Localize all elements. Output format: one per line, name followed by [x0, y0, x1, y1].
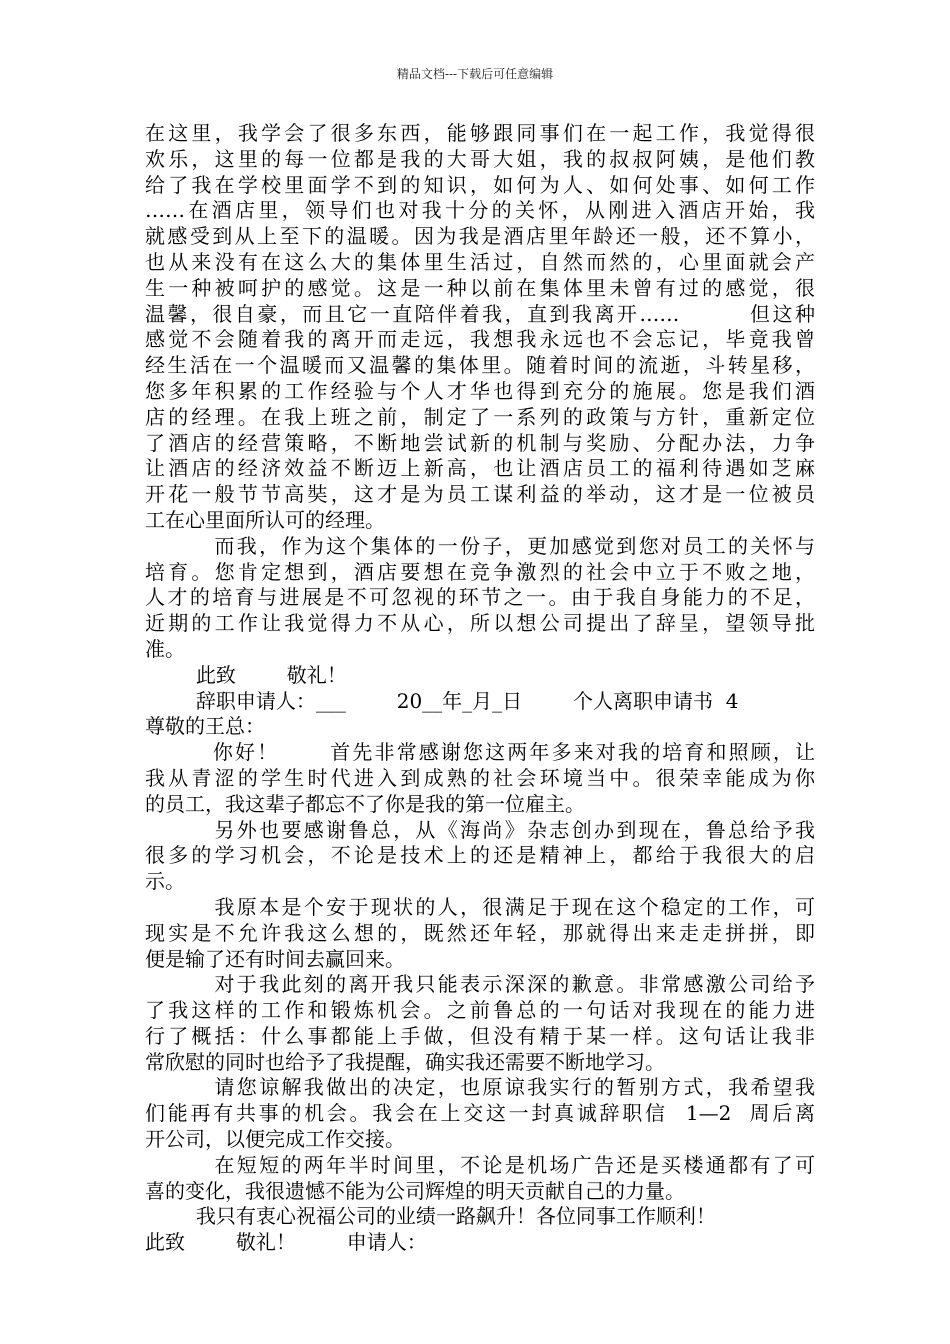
- text-line: 给了我在学校里面学不到的知识，如何为人、如何处事、如何工作: [145, 172, 815, 197]
- text-line: 经生活在一个温暖而又温馨的集体里。随着时间的流逝，斗转星移，: [145, 353, 815, 378]
- text-line: 培育。您肯定想到，酒店要想在竞争激烈的社会中立于不败之地，: [145, 559, 815, 584]
- text-line: 我原本是个安于现状的人，很满足于现在这个稳定的工作，可: [145, 894, 815, 919]
- text-line: 另外也要感谢鲁总，从《海尚》杂志创办到现在，鲁总给予我: [145, 817, 815, 842]
- text-line: 准。: [145, 636, 185, 661]
- page-header: 精品文档---下载后可任意编辑: [396, 67, 554, 81]
- text-line: 对于我此刻的离开我只能表示深深的歉意。非常感激公司给予: [145, 972, 815, 997]
- text-line: 便是输了还有时间去赢回来。: [145, 946, 405, 971]
- text-line: 们能再有共事的机会。我会在上交这一封真诚辞职信 1—2 周后离: [145, 1101, 815, 1126]
- text-line: 了酒店的经营策略，不断地尝试新的机制与奖励、分配办法，力争: [145, 430, 815, 455]
- text-line: 开公司，以便完成工作交接。: [145, 1127, 405, 1152]
- text-line: 店的经理。在我上班之前，制定了一系列的政策与方针，重新定位: [145, 404, 815, 429]
- text-line: 在短短的两年半时间里，不论是机场广告还是买楼通都有了可: [145, 1152, 815, 1177]
- text-line: 很多的学习机会，不论是技术上的还是精神上，都给于我很大的启: [145, 843, 815, 868]
- text-line: 请您谅解我做出的决定，也原谅我实行的暂别方式，我希望我: [145, 1075, 815, 1100]
- text-line: 生一种被呵护的感觉。这是一种以前在集体里未曾有过的感觉，很: [145, 275, 815, 300]
- document-body: [145, 121, 815, 1256]
- text-line: 人才的培育与进展是不可忽视的环节之一。由于我自身能力的不足，: [145, 585, 815, 610]
- text-line: 感觉不会随着我的离开而走远，我想我永远也不会忘记，毕竟我曾: [145, 327, 815, 352]
- text-line: 尊敬的王总：: [145, 714, 265, 739]
- text-line: 温馨，很自豪，而且它一直陪伴着我，直到我离开…… 但这种: [145, 301, 815, 326]
- text-line: 也从来没有在这么大的集体里生活过，自然而然的，心里面就会产: [145, 249, 815, 274]
- text-line: 常欣慰的同时也给予了我提醒，确实我还需要不断地学习。: [145, 1049, 665, 1074]
- text-line: 开花一般节节高奘，这才是为员工谋利益的举动，这才是一位被员: [145, 482, 815, 507]
- text-line: 工在心里面所认可的经理。: [145, 507, 385, 532]
- text-line: 此致 敬礼！: [145, 662, 347, 687]
- text-line: 我只有衷心祝福公司的业绩一路飙升！各位同事工作顺利！: [145, 1204, 716, 1229]
- text-line: 您多年积累的工作经验与个人才华也得到充分的施展。您是我们酒: [145, 378, 815, 403]
- text-line: 的员工，我这辈子都忘不了你是我的第一位雇主。: [145, 791, 585, 816]
- text-line: 了我这样的工作和锻炼机会。之前鲁总的一句话对我现在的能力进: [145, 998, 815, 1023]
- text-line: 欢乐，这里的每一位都是我的大哥大姐，我的叔叔阿姨，是他们教: [145, 146, 815, 171]
- text-line: 喜的变化，我很遗憾不能为公司辉煌的明天贡献自己的力量。: [145, 1178, 685, 1203]
- text-line: 辞职申请人：___ 20__年_月_日 个人离职申请书 4: [145, 688, 739, 713]
- text-line: 就感受到从上至下的温暖。因为我是酒店里年龄还一般，还不算小，: [145, 224, 815, 249]
- text-line: 你好！ 首先非常感谢您这两年多来对我的培育和照顾，让: [145, 740, 815, 765]
- text-line: 近期的工作让我觉得力不从心，所以想公司提出了辞呈，望领导批: [145, 611, 815, 636]
- text-line: 示。: [145, 869, 185, 894]
- text-line: 在这里，我学会了很多东西，能够跟同事们在一起工作，我觉得很: [145, 121, 815, 145]
- text-line: 现实是不允许我这么想的，既然还年轻，那就得出来走走拼拼，即: [145, 920, 815, 945]
- text-line: 而我，作为这个集体的一份子，更加感觉到您对员工的关怀与: [145, 533, 815, 558]
- text-line: ……在酒店里，领导们也对我十分的关怀，从刚进入酒店开始，我: [145, 198, 815, 223]
- text-line: 我从青涩的学生时代进入到成熟的社会环境当中。很荣幸能成为你: [145, 765, 815, 790]
- text-line: 此致 敬礼！ 申请人：: [145, 1230, 427, 1255]
- text-line: 行了概括：什么事都能上手做，但没有精于某一样。这句话让我非: [145, 1023, 815, 1048]
- text-line: 让酒店的经济效益不断迈上新高，也让酒店员工的福利待遇如芝麻: [145, 456, 815, 481]
